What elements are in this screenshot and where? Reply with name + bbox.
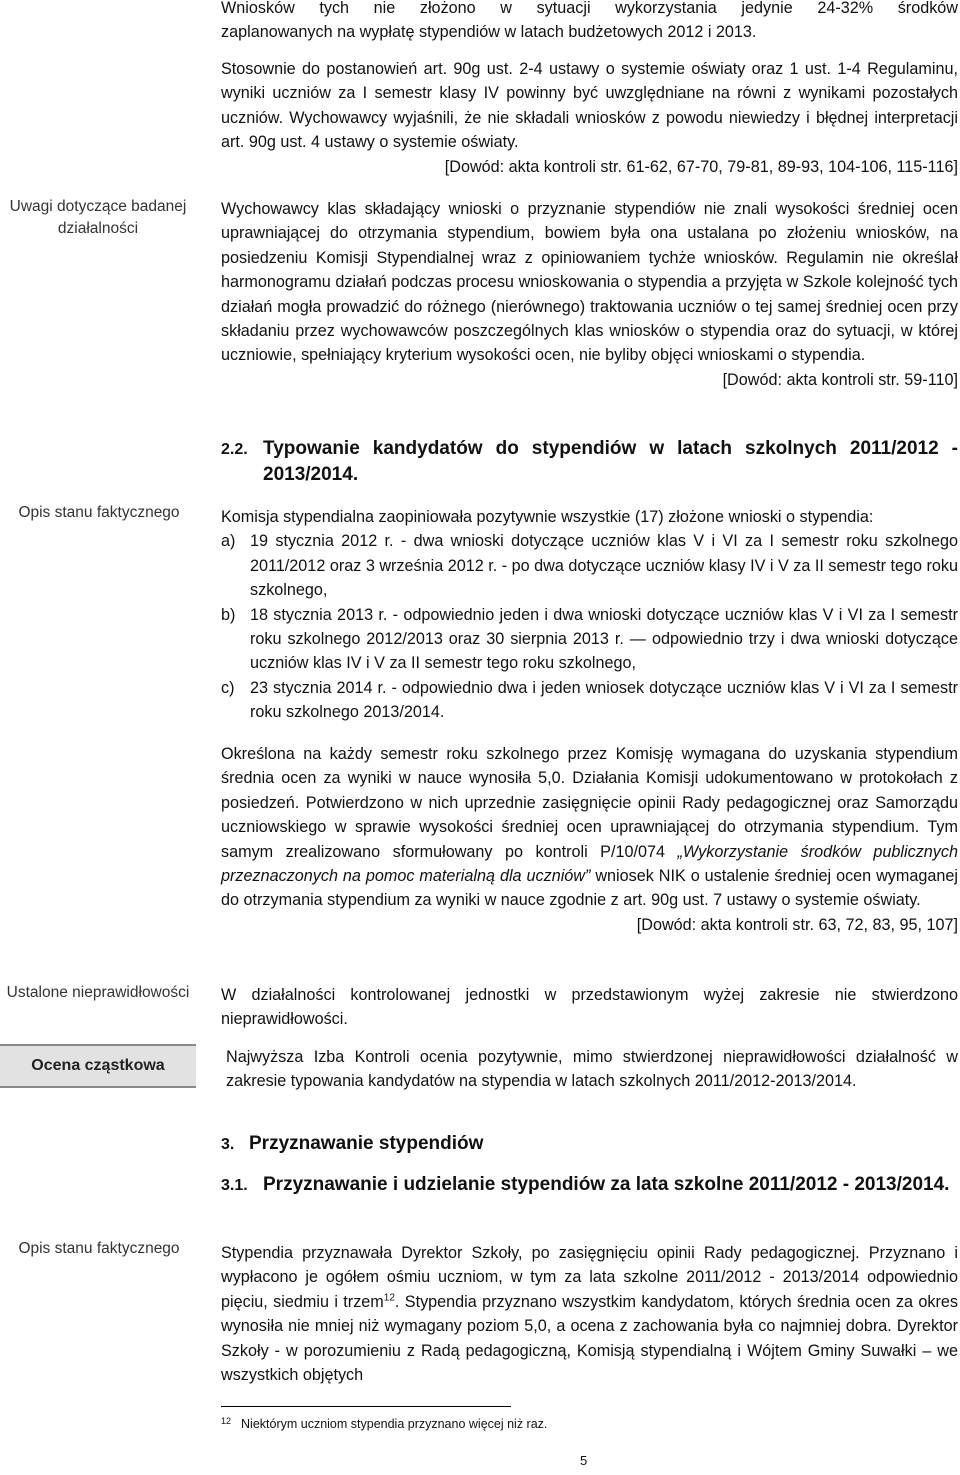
section-number: 3.1. <box>221 1177 248 1194</box>
list-item-label: a) <box>221 532 236 551</box>
section-title: Przyznawanie i udzielanie stypendiów za lata szkolne 2011/2012 - 2013/2014. <box>263 1174 950 1195</box>
paragraph-text: W działalności kontrolowanej jednostki w przedstawionym wyżej zakresie nie stwierdzono nieprawidłowości. <box>221 986 958 1029</box>
section-heading-3-1 <box>221 1172 958 1199</box>
paragraph-text: Komisja stypendialna zaopiniowała pozytywnie wszystkie (17) złożone wnioski o stypendia: <box>221 508 874 526</box>
intro-line-2: zaplanowanych na wypłatę stypendiów w latach budżetowych 2012 i 2013. <box>221 23 757 42</box>
evidence-reference: [Dowód: akta kontroli str. 63, 72, 83, 95, 107] <box>636 915 958 934</box>
paragraph-nieprawidlowosci <box>221 983 958 1032</box>
paragraph-text: Najwyższa Izba Kontroli ocenia pozytywnie, mimo stwierdzonej nieprawidłowości działalność w zakresie typowania kandydatów na stypendia w latach szkolnych 2011/2012-2013/2014. <box>226 1048 958 1091</box>
paragraph-srednia-ocen <box>221 742 958 937</box>
section-title: Przyznawanie stypendiów <box>249 1133 484 1154</box>
paragraph-regulamin <box>221 57 958 179</box>
footnote-divider <box>221 1406 511 1407</box>
paragraph-text-part: Stypendia przyznawała Dyrektor Szkoły, po zasięgnięciu opinii Rady pedagogicznej. Przyznano i wypłacono je ogółem ośmiu uczniom, w tym za lata szkolne 2011/2012 - 2013/2014 odpowiednio pięciu, siedmiu i trzem <box>221 1244 958 1311</box>
footnote <box>221 1412 921 1433</box>
list-item <box>221 603 958 676</box>
paragraph-text-part: Określona na każdy semestr roku szkolnego przez Komisję wymagana do uzyskania stypendium średnia ocen za wyniki w nauce wynosiła 5,0. Działania Komisji udokumentowano w protokołach z posiedzeń. Potwierdzono w nich uprzednie zasięgnięcie opinii Rady pedagogicznej oraz Samorządu uczniowskiego w sprawie wysokości średniej ocen uprawniającej do otrzymania stypendium. Tym samym zrealizowano sformułowany po kontroli P/10/074 <box>221 745 958 861</box>
side-label-uwagi: Uwagi dotyczące badanej działalności <box>9 198 187 237</box>
footnote-text: Niektórym uczniom stypendia przyznano więcej niż raz. <box>241 1417 548 1431</box>
footnote-number: 12 <box>221 1416 232 1426</box>
list-item-label: b) <box>221 605 236 624</box>
section-title: Typowanie kandydatów do stypendiów w latach szkolnych 2011/2012 - 2013/2014. <box>263 438 958 485</box>
section-number: 2.2. <box>221 441 248 458</box>
footnote-reference: 12 <box>383 1292 395 1304</box>
page-number: 5 <box>580 1453 588 1468</box>
paragraph-text <box>221 742 958 913</box>
section-heading-3 <box>221 1131 958 1158</box>
paragraph-text: Wychowawcy klas składający wnioski o przyznanie stypendiów nie znali wysokości średniej ocen uprawniającej do otrzymania stypendium, bowiem była ona ustalana po złożeniu wniosków, na posiedzeniu Komisji Stypendialnej wraz z opiniowaniem tychże wniosków. Regulamin nie określał harmonogramu działań podczas procesu wnioskowania o stypendia a przyjęta w Szkole kolejność tych działań mogła prowadzić do różnego (nierównego) traktowania uczniów o tej samej średniej ocen przy składaniu przez wychowawców poszczególnych klas wniosków o stypendia oraz do sytuacji, w której uczniowie, spełniający kryterium wysokości ocen, nie byliby objęci wnioskami o stypendia. <box>221 200 958 365</box>
paragraph-ocena <box>226 1045 958 1094</box>
paragraph-text: Stosownie do postanowień art. 90g ust. 2-4 ustawy o systemie oświaty oraz 1 ust. 1-4 Regulaminu, wyniki uczniów za I semestr klasy IV powinny być uwzględniane na równi z wynikami pozostałych uczniów. Wychowawcy wyjaśnili, że nie składali wniosków z powodu niewiedzy i błędnej interpretacji art. 90g ust. 4 ustawy o systemie oświaty. <box>221 60 958 152</box>
paragraph-stypendia <box>221 1241 958 1387</box>
list-item-text: 23 stycznia 2014 r. - odpowiednio dwa i jeden wniosek dotyczące uczniów klas V i VI za I semestr roku szkolnego 2013/2014. <box>250 678 958 722</box>
intro-paragraph <box>221 0 958 45</box>
intro-line-1: Wniosków tych nie złożono w sytuacji wykorzystania jedynie 24-32% środków <box>221 0 958 17</box>
list-item <box>221 676 958 725</box>
list-item-label: c) <box>221 678 235 697</box>
section-heading-2-2 <box>221 436 958 485</box>
paragraph-komisja <box>221 505 958 725</box>
evidence-reference: [Dowód: akta kontroli str. 61-62, 67-70, 79-81, 89-93, 104-106, 115-116] <box>444 157 958 176</box>
paragraph-text-part: wniosek NIK o ustalenie średniej ocen wymaganej do otrzymania stypendium za wyniki w nauce zgodnie z art. 90g ust. 7 ustawy o systemie oświaty. <box>221 867 958 910</box>
report-title-italic: „Wykorzystanie środków publicznych przeznaczonych na pomoc materialną dla uczniów” <box>221 842 958 886</box>
paragraph-wychowawcy <box>221 197 958 392</box>
paragraph-text-part: . Stypendia przyznano wszystkim kandydatom, których średnia ocen za okres wynosiła nie mniej niż wymagany poziom 5,0, a ocena z zachowania była co najmniej dobra. Dyrektor Szkoły - w porozumieniu z Radą pedagogiczną, Komisją stypendialną i Wójtem Gminy Suwałki – we wszystkich objętych <box>221 1292 958 1385</box>
list-item <box>221 529 958 602</box>
evidence-reference: [Dowód: akta kontroli str. 59-110] <box>722 370 958 389</box>
list-item-text: 19 stycznia 2012 r. - dwa wnioski dotyczące uczniów klas V i VI za I semestr roku szkolnego 2011/2012 oraz 3 września 2012 r. - po dwa dotyczące uczniów klasy IV i V za II semestr tego roku szkolnego, <box>250 532 958 600</box>
side-label-ustalone-nieprawidlowosci: Ustalone nieprawidłowości <box>6 984 190 1001</box>
wnioski-list <box>221 529 958 724</box>
side-label-opis-stanu: Opis stanu faktycznego <box>18 504 180 521</box>
list-item-text: 18 stycznia 2013 r. - odpowiednio jeden i dwa wnioski dotyczące uczniów klas V i VI za I semestr roku szkolnego 2012/2013 oraz 30 sierpnia 2013 r. — odpowiednio trzy i dwa wnioski dotyczące uczniów klas IV i V za II semestr tego roku szkolnego, <box>250 605 958 673</box>
paragraph-text <box>221 1241 958 1387</box>
side-label-opis-stanu-2: Opis stanu faktycznego <box>18 1240 180 1257</box>
section-number: 3. <box>221 1136 235 1153</box>
side-label-ocena-czastkowa: Ocena cząstkowa <box>0 1044 196 1088</box>
